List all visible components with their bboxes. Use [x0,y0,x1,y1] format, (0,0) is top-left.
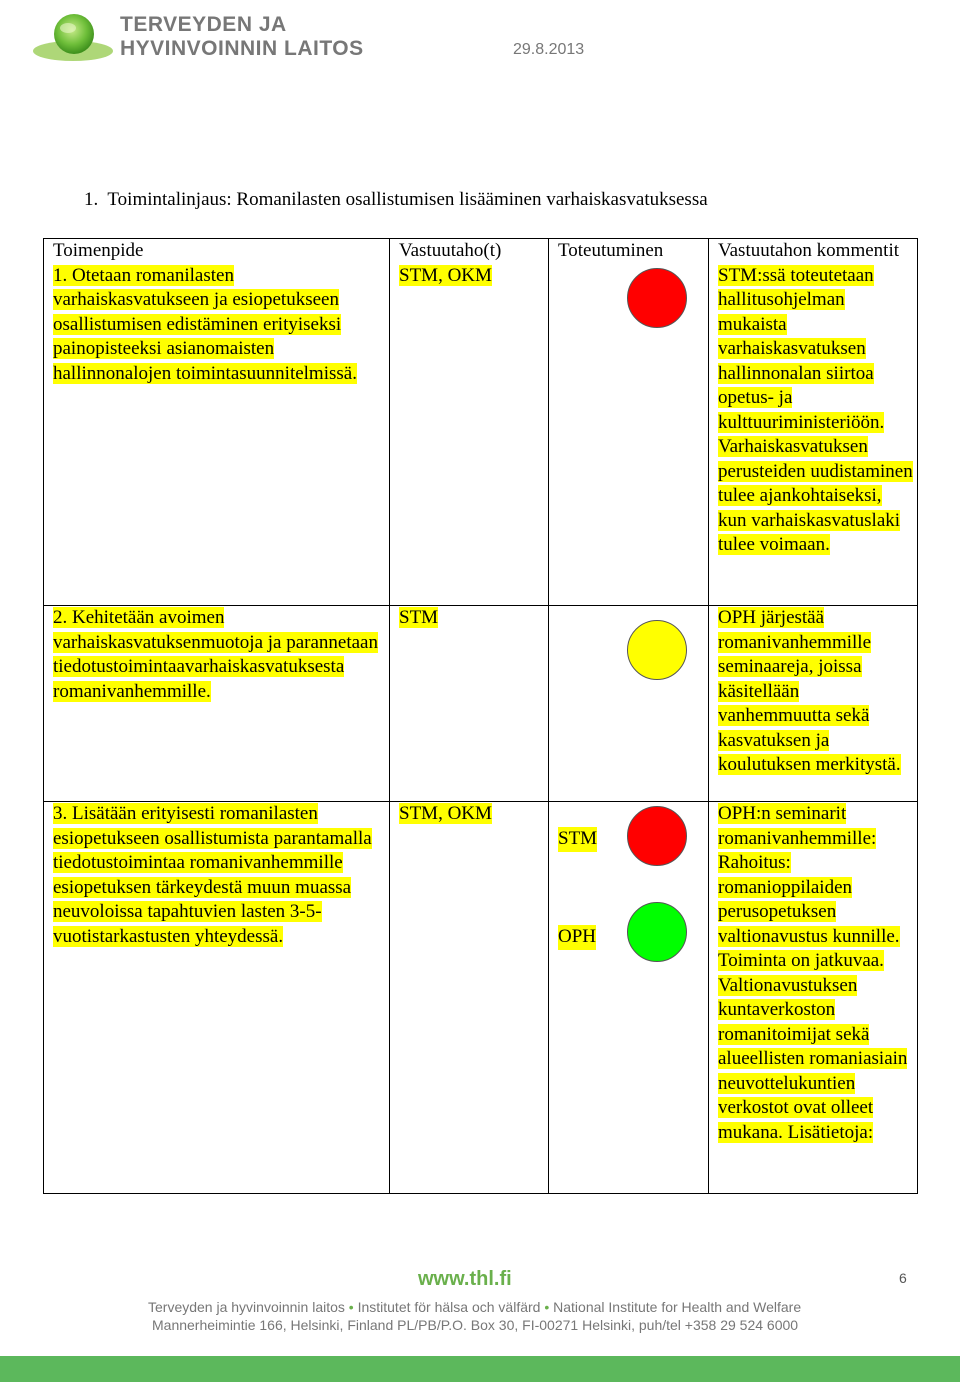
footer-org-line [148,1299,801,1315]
header-cell: Toimenpide [44,239,390,264]
footer-address: Mannerheimintie 166, Helsinki, Finland PL/PB/P.O. Box 30, FI-00271 Helsinki, puh/tel +358 29 524 6000 [152,1317,799,1333]
status-label-oph: OPH [558,925,596,950]
table-row [44,802,918,1194]
org-name-line1: TERVEYDEN JA [120,13,287,36]
page-number: 6 [899,1270,907,1286]
responsible-text: STM, OKM [399,264,492,286]
table-row [44,606,918,802]
footer-bar [0,1356,960,1382]
footer-org-fi: Terveyden ja hyvinvoinnin laitos [148,1299,345,1315]
org-name-line2: HYVINVOINNIN LAITOS [120,37,364,60]
action-text: 2. Kehitetään avoimen varhaiskasvatuksenmuotoja ja parannetaan tiedotustoimintaavarhaiskasvatuksesta romanivanhemmille. [53,607,378,702]
status-indicator-yellow [627,620,687,680]
status-indicator-red [627,806,687,866]
table-row [44,264,918,606]
status-indicator-green [627,902,687,962]
comment-text: STM:ssä toteutetaan hallitusohjelman mukaista varhaiskasvatuksen hallinnonalan siirtoa opetus- ja kulttuuriministeriöön. Varhaiskasvatuksen perusteiden uudistaminen tulee ajankohtaiseksi, kun varhaiskasvatuslaki tulee voimaan. [718,264,913,555]
action-text: 1. Otetaan romanilasten varhaiskasvatukseen ja esiopetukseen osallistumisen edistäminen erityiseksi painopisteeksi asianomaisten hallinnonalojen toimintasuunnitelmissä. [53,264,357,384]
section-heading: 1. Toimintalinjaus: Romanilasten osallistumisen lisääminen varhaiskasvatuksessa [84,189,708,210]
footer-org-en: National Institute for Health and Welfare [553,1299,802,1315]
header-cell: Vastuutaho(t) [390,239,549,264]
footer-website[interactable]: www.thl.fi [418,1268,512,1290]
status-indicator-red [627,268,687,328]
footer-org-sv: Institutet för hälsa och välfärd [357,1299,541,1315]
header-cell: Vastuutahon kommentit [709,239,918,264]
action-text: 3. Lisätään erityisesti romanilasten esiopetukseen osallistumista parantamalla tiedotustoimintaa romanivanhemmille esiopetuksen tärkeydestä muun muassa neuvoloissa tapahtuvien lasten 3-5-vuotistarkastusten yhteydessä. [53,803,372,947]
responsible-text: STM [399,607,439,628]
footer-bullet: • [348,1299,354,1315]
footer-bullet: • [544,1299,550,1315]
header-date: 29.8.2013 [513,41,585,58]
comment-text: OPH järjestää romanivanhemmille seminaareja, joissa käsitellään vanhemmuutta sekä kasvatuksen ja koulutuksen merkitystä. [718,607,901,775]
thl-logo [28,6,118,66]
header-cell: Toteutuminen [549,239,709,264]
table-header-row [44,239,918,264]
action-table [43,238,918,1194]
thl-logo-icon [28,6,118,66]
comment-text: OPH:n seminarit romanivanhemmille: Rahoitus: romanioppilaiden perusopetuksen valtionavustus kunnille. Toiminta on jatkuvaa. Valtionavustuksen kuntaverkoston romanitoimijat sekä alueellisten romaniasiain neuvottelukuntien verkostot ovat olleet mukana. Lisätietoja: [718,803,908,1143]
responsible-text: STM, OKM [399,803,492,824]
status-label-stm: STM [558,827,597,852]
